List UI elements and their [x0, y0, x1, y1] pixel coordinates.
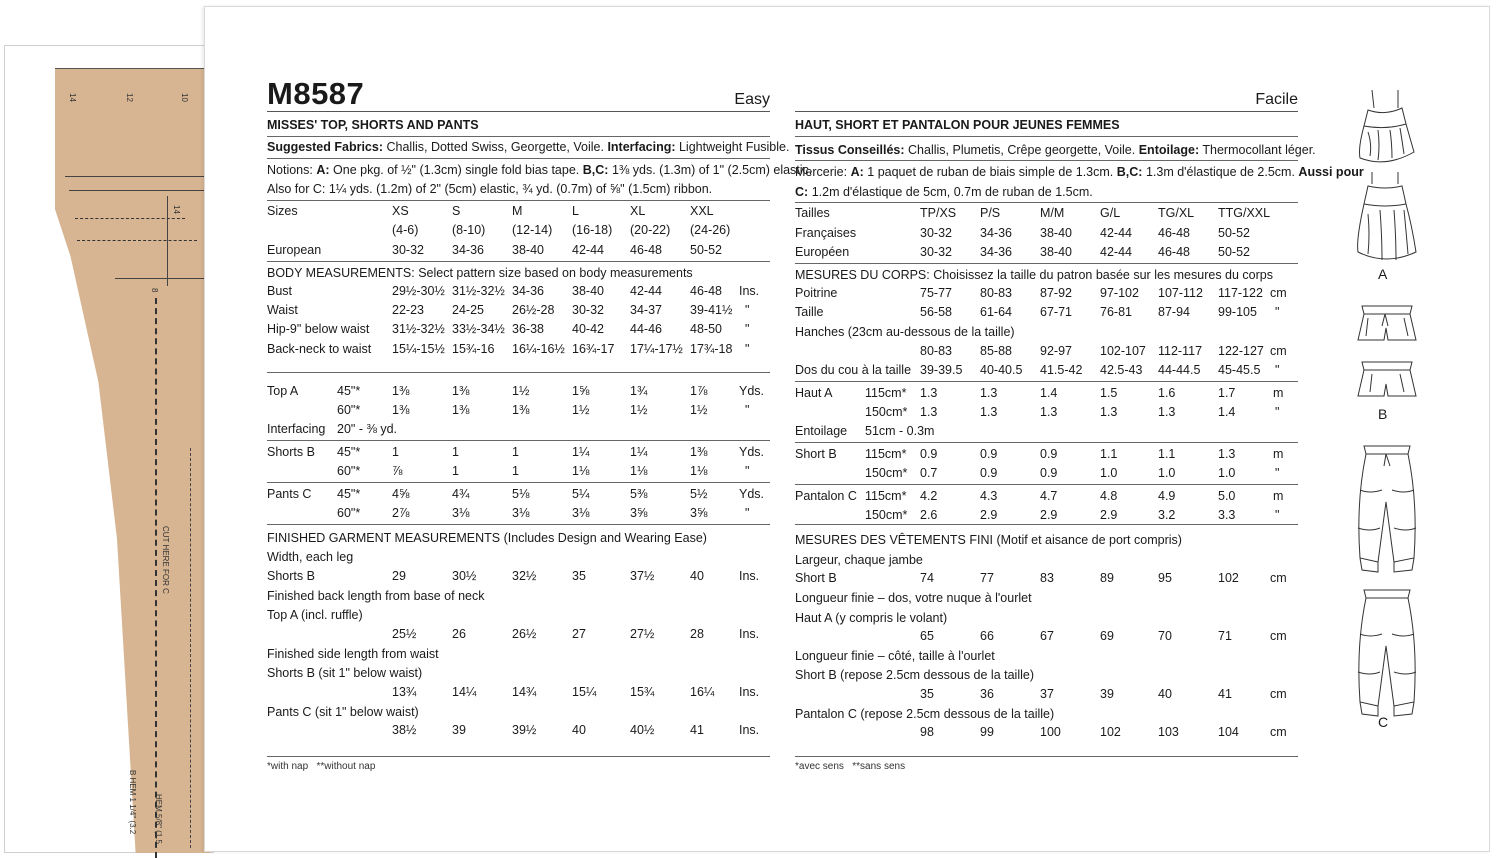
footnote-fr: *avec sens **sans sens	[795, 761, 906, 772]
entoilage-row: Entoilage 51cm - 0.3m	[795, 424, 935, 438]
pantalon-c-150-row: 150cm* 2.6 2.9 2.9 2.9 3.2 3.3 "	[865, 508, 1280, 522]
pantalon-c-115-row: Pantalon C 115cm* 4.2 4.3 4.7 4.8 4.9 5.0 m	[795, 489, 1284, 503]
short-b-width-row-fr: Short B 74 77 83 89 95 102 cm	[795, 571, 1287, 585]
francaises-row: Françaises 30-32 34-36 38-40 42-44 46-48 50-52	[795, 226, 1250, 240]
top-a-60-row: 60"* 1⅜ 1⅜ 1⅜ 1½ 1½ 1½ "	[337, 403, 750, 417]
top-a-front-sketch	[1348, 86, 1428, 166]
bust-row: Bust 29½-30½ 31½-32½ 34-36 38-40 42-44 46-48 Ins.	[267, 284, 760, 298]
pantalon-c-repose: Pantalon C (repose 2.5cm dessous de la taille)	[795, 707, 1055, 721]
pants-c-60-row: 60"* 2⅞ 3⅛ 3⅛ 3⅛ 3⅝ 3⅝ "	[337, 506, 750, 520]
dos-row: Dos du cou à la taille 39-39.5 40-40.5 41.5-42 42.5-43 44-44.5 45-45.5 "	[795, 363, 1280, 377]
body-measurements-header: BODY MEASUREMENTS: Select pattern size based on body measurements	[267, 266, 693, 280]
us-sizes-row: (4-6) (8-10) (12-14) (16-18) (20-22) (24-26)	[392, 223, 731, 237]
longueur-cote: Longueur finie – côté, taille à l'ourlet	[795, 649, 995, 663]
hip-row: Hip-9" below waist 31½-32½ 33½-34½ 36-38 40-42 44-46 48-50 "	[267, 322, 750, 336]
waist-row: Waist 22-23 24-25 26½-28 30-32 34-37 39-41½ "	[267, 303, 750, 317]
garment-illustrations	[1348, 80, 1428, 780]
tissue-num-12: 12	[125, 93, 134, 102]
hanches-values-row: 80-83 85-88 92-97 102-107 112-117 122-127 cm	[920, 344, 1287, 358]
hanches-row: Hanches (23cm au-dessous de la taille)	[795, 325, 1015, 339]
short-b-150-row: 150cm* 0.7 0.9 0.9 1.0 1.0 1.0 "	[865, 466, 1280, 480]
tailles-row: Tailles TP/XS P/S M/M G/L TG/XL TTG/XXL	[795, 206, 1271, 220]
europeen-row: Européen 30-32 34-36 38-40 42-44 46-48 50-52	[795, 245, 1250, 259]
back-neck-row: Back-neck to waist 15¼-15½ 15¾-16 16¼-16½ 16¾-17 17¼-17½ 17¾-18 "	[267, 342, 750, 356]
footnote-en: *with nap **without nap	[267, 761, 376, 772]
fabrics-line-fr: Tissus Conseillés: Challis, Plumetis, Crêpe georgette, Voile. Entoilage: Thermocollant léger.	[795, 143, 1316, 157]
interfacing-row: Interfacing 20" - ⅜ yd.	[267, 422, 398, 436]
pants-c-sit: Pants C (sit 1" below waist)	[267, 705, 419, 719]
finished-header: FINISHED GARMENT MEASUREMENTS (Includes Design and Wearing Ease)	[267, 531, 707, 545]
tissue-num-8: 8	[150, 288, 159, 293]
pattern-tissue-markings	[55, 68, 210, 853]
notions-line-1-fr: Mercerie: A: 1 paquet de ruban de biais simple de 1.3cm. B,C: 1.3m d'élastique de 2.5cm. Aussi pour	[795, 165, 1364, 179]
tissue-num-10: 10	[180, 93, 189, 102]
longueur-dos: Longueur finie – dos, votre nuque à l'ourlet	[795, 591, 1032, 605]
shorts-b-60-row: 60"* ⅞ 1 1 1⅛ 1⅛ 1⅛ "	[337, 464, 750, 478]
tissue-num-14a: 14	[68, 93, 77, 102]
width-each-leg: Width, each leg	[267, 550, 354, 564]
english-header	[267, 76, 770, 112]
sizes-row: Sizes XS S M L XL XXL	[267, 204, 714, 218]
shorts-b-width-row: Shorts B 29 30½ 32½ 35 37½ 40 Ins.	[267, 569, 760, 583]
shorts-b-sit: Shorts B (sit 1" below waist)	[267, 666, 423, 680]
fabrics-line: Suggested Fabrics: Challis, Dotted Swiss, Georgette, Voile. Interfacing: Lightweight Fusible.	[267, 140, 790, 154]
body-measurements-header-fr: MESURES DU CORPS: Choisissez la taille du patron basée sur les mesures du corps	[795, 268, 1273, 282]
tissue-label-1: CUT HERE FOR C	[161, 526, 170, 594]
haut-a-length-row-fr: 65 66 67 69 70 71 cm	[920, 629, 1287, 643]
french-header	[795, 76, 1298, 112]
shorts-b-45-row: Shorts B 45"* 1 1 1 1¼ 1¼ 1⅜ Yds.	[267, 445, 765, 459]
shorts-b-front-sketch	[1348, 300, 1428, 350]
haut-a-150-row: 150cm* 1.3 1.3 1.3 1.3 1.3 1.4 "	[865, 405, 1280, 419]
taille-row: Taille 56-58 61-64 67-71 76-81 87-94 99-105 "	[795, 305, 1280, 319]
pants-c-back-sketch	[1348, 586, 1428, 726]
finished-back-length: Finished back length from base of neck	[267, 589, 485, 603]
finished-side-length: Finished side length from waist	[267, 647, 439, 661]
tissue-num-14b: 14	[172, 205, 181, 214]
view-b-label: B	[1378, 406, 1388, 422]
finished-header-fr: MESURES DES VÊTEMENTS FINI (Motif et aisance de port compris)	[795, 533, 1182, 547]
pants-c-front-sketch	[1348, 442, 1428, 582]
haut-a-volant: Haut A (y compris le volant)	[795, 611, 948, 625]
view-a-label: A	[1378, 266, 1388, 282]
poitrine-row: Poitrine 75-77 80-83 87-92 97-102 107-112 117-122 cm	[795, 286, 1287, 300]
difficulty-label: Easy	[734, 91, 770, 108]
short-b-repose: Short B (repose 2.5cm dessous de la taille)	[795, 668, 1035, 682]
tissue-label-2: B HEM 1 1/4" (3.2	[128, 770, 137, 835]
top-a-incl-ruffle: Top A (incl. ruffle)	[267, 608, 363, 622]
view-c-label: C	[1378, 714, 1389, 730]
pantalon-c-length-row-fr: 98 99 100 102 103 104 cm	[920, 725, 1287, 739]
notions-line-1: Notions: A: One pkg. of ½" (1.3cm) single fold bias tape. B,C: 1⅜ yds. (1.3m) of 1" (2.5cm) elastic.	[267, 163, 813, 177]
top-a-back-sketch	[1348, 170, 1428, 270]
pattern-title: MISSES' TOP, SHORTS AND PANTS	[267, 118, 479, 132]
pants-c-length-row: 38½ 39 39½ 40 40½ 41 Ins.	[392, 723, 760, 737]
short-b-115-row: Short B 115cm* 0.9 0.9 0.9 1.1 1.1 1.3 m	[795, 447, 1284, 461]
short-b-length-row-fr: 35 36 37 39 40 41 cm	[920, 687, 1287, 701]
notions-line-2: Also for C: 1¼ yds. (1.2m) of 2" (5cm) elastic, ¾ yd. (0.7m) of ⅝" (1.5cm) ribbon.	[267, 182, 713, 196]
shorts-b-length-row: 13¾ 14¼ 14¾ 15¼ 15¾ 16¼ Ins.	[392, 685, 760, 699]
shorts-b-back-sketch	[1348, 356, 1428, 406]
haut-a-115-row: Haut A 115cm* 1.3 1.3 1.4 1.5 1.6 1.7 m	[795, 386, 1284, 400]
pattern-number: M8587	[267, 76, 365, 111]
tissue-label-3: HEM 5/8" (1.5	[154, 794, 163, 844]
top-a-45-row: Top A 45"* 1⅜ 1⅜ 1½ 1⅝ 1¾ 1⅞ Yds.	[267, 384, 765, 398]
difficulty-label-fr: Facile	[1255, 91, 1298, 108]
largeur-jambe: Largeur, chaque jambe	[795, 553, 923, 567]
notions-line-2-fr: C: 1.2m d'élastique de 5cm, 0.7m de ruban de 1.5cm.	[795, 185, 1093, 199]
pattern-title-fr: HAUT, SHORT ET PANTALON POUR JEUNES FEMMES	[795, 118, 1120, 132]
european-sizes-row: European 30-32 34-36 38-40 42-44 46-48 50-52	[267, 243, 722, 257]
pants-c-45-row: Pants C 45"* 4⅝ 4¾ 5⅛ 5¼ 5⅜ 5½ Yds.	[267, 487, 765, 501]
top-a-length-row: 25½ 26 26½ 27 27½ 28 Ins.	[392, 627, 760, 641]
